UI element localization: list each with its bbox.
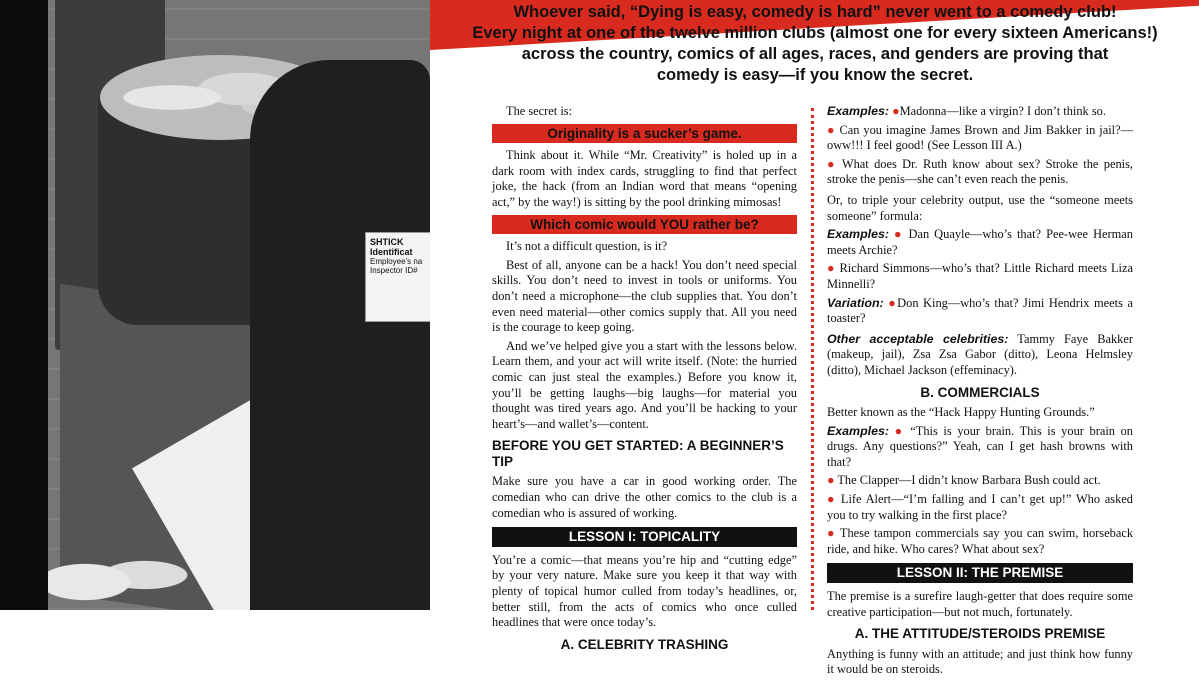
bullet-icon: ● <box>894 423 905 438</box>
variation-label: Variation: <box>827 295 884 310</box>
worker-figure <box>250 60 430 610</box>
example-item: ● Can you imagine James Brown and Jim Bakker in jail?—oww!!! I feel good! (See Lesson III A.) <box>827 122 1133 153</box>
bullet-icon: ● <box>827 526 836 541</box>
paragraph: And we’ve helped give you a start with the lessons below. Learn them, and your act will write itself. (Note: the hurried comic can just steal the examples.) Before you know it, you’ll be getting laughs—big laughs—for material you thought was tired years ago. And you’ll be hacking to your heart’s—and wallet’s—content. <box>492 338 797 431</box>
intro-header <box>440 2 1190 86</box>
lesson-2-heading: LESSON II: THE PREMISE <box>827 563 1133 583</box>
paragraph: Better known as the “Hack Happy Hunting Grounds.” <box>827 405 1095 420</box>
bullet-icon: ● <box>827 156 837 171</box>
paragraph: Best of all, anyone can be a hack! You don’t need special skills. You don’t need to invest in tools or uniforms. You don’t need a microphone—the club supplies that. You don’t even need material—other comics supply that. All you need is the courage to keep going. <box>492 257 797 335</box>
bullet-icon: ● <box>827 122 836 137</box>
paragraph: It’s not a difficult question, is it? <box>506 239 668 254</box>
other-label: Other acceptable celebrities: <box>827 331 1009 346</box>
example-item: Examples: ●Madonna—like a virgin? I don’t think so. <box>827 104 1106 118</box>
paragraph: Think about it. While “Mr. Creativity” is holed up in a dark room with index cards, struggling to find that perfect joke, the hack (from an Indian word that means “opening act,” by the way!) is sitting by the pool drinking mimosas! <box>492 148 797 209</box>
examples-label: Examples: <box>827 104 889 118</box>
paragraph: The premise is a surefire laugh-getter that does require some creative participation—but not much, fortunately. <box>827 589 1133 619</box>
variation-item: Variation: ●Don King—who’s that? Jimi Hendrix meets a toaster? <box>827 295 1133 326</box>
lesson-1-heading: LESSON I: TOPICALITY <box>492 527 797 547</box>
intro-text: The secret is: <box>506 104 573 118</box>
subheading-a: A. CELEBRITY TRASHING <box>560 636 729 652</box>
column-divider <box>811 108 814 610</box>
header-line-3: across the country, comics of all ages, races, and genders are proving that <box>521 45 1109 63</box>
left-edge <box>0 0 48 610</box>
left-column <box>492 104 797 657</box>
bullet-icon: ● <box>827 492 837 507</box>
header-line-2: Every night at one of the twelve million clubs (almost one for every sixteen Americans!) <box>472 24 1158 42</box>
badge-line-2: Inspector ID# <box>370 266 418 275</box>
badge-title: SHTICK <box>370 237 404 247</box>
red-heading-1: Originality is a sucker’s game. <box>492 124 797 144</box>
example-item: ● The Clapper—I didn’t know Barbara Bush could act. <box>827 473 1101 488</box>
example-item: Examples: ● Dan Quayle—who’s that? Pee-wee Herman meets Archie? <box>827 227 1133 257</box>
other-celebrities: Other acceptable celebrities: Tammy Faye Bakker (makeup, jail), Zsa Zsa Gabor (ditto), Leona Helmsley (ditto), Michael Jackson (effeminacy). <box>827 331 1133 377</box>
bottom-bananas <box>40 540 190 610</box>
bullet-icon: ● <box>894 227 904 242</box>
right-column <box>827 104 1133 681</box>
badge-line-1: Employee's na <box>370 257 423 266</box>
examples-label: Examples: <box>827 423 889 438</box>
bullet-icon: ● <box>827 473 835 488</box>
cover-photo <box>0 0 430 610</box>
badge-sub: Identificat <box>370 247 413 257</box>
examples-label: Examples: <box>827 227 889 242</box>
header-line-4: comedy is easy—if you know the secret. <box>656 66 974 84</box>
subheading-c: A. THE ATTITUDE/STEROIDS PREMISE <box>854 626 1106 642</box>
header-line-1: Whoever said, “Dying is easy, comedy is hard” never went to a comedy club! <box>513 3 1117 21</box>
example-item: Examples: ● “This is your brain. This is your brain on drugs. Any questions?” Yeah, can I get hash browns with that? <box>827 423 1133 469</box>
bullet-icon: ● <box>892 104 900 118</box>
example-item: ● Richard Simmons—who’s that? Little Richard meets Liza Minnelli? <box>827 261 1133 291</box>
bullet-icon: ● <box>827 261 836 276</box>
example-item: ● What does Dr. Ruth know about sex? Stroke the penis, stroke the penis—she can’t even reach the penis. <box>827 156 1134 187</box>
paragraph: Or, to triple your celebrity output, use the “someone meets someone” formula: <box>827 192 1133 223</box>
bullet-icon: ● <box>888 295 898 310</box>
red-heading-2: Which comic would YOU rather be? <box>492 215 797 235</box>
paragraph: Make sure you have a car in good working order. The comedian who can drive the other comics to the club is a comedian who is assured of working. <box>492 474 797 520</box>
paragraph: You’re a comic—that means you’re hip and “cutting edge” by your very nature. Make sure you keep it that way with plenty of topical humor culled from today’s headlines, or, better still, from the acts of comics who once culled headlines that were once today’s. <box>492 552 797 630</box>
example-item: ● Life Alert—“I’m falling and I can’t get up!” Who asked you to try walking in the first place? <box>827 492 1133 522</box>
tip-heading: BEFORE YOU GET STARTED: A BEGINNER’S TIP <box>492 438 784 469</box>
id-badge <box>365 232 430 322</box>
paragraph: Anything is funny with an attitude; and just think how funny it would be on steroids. <box>827 646 1133 677</box>
subheading-b: B. COMMERCIALS <box>920 384 1040 400</box>
example-item: ● These tampon commercials say you can swim, horseback ride, and hike. Who cares? What about sex? <box>827 526 1134 556</box>
